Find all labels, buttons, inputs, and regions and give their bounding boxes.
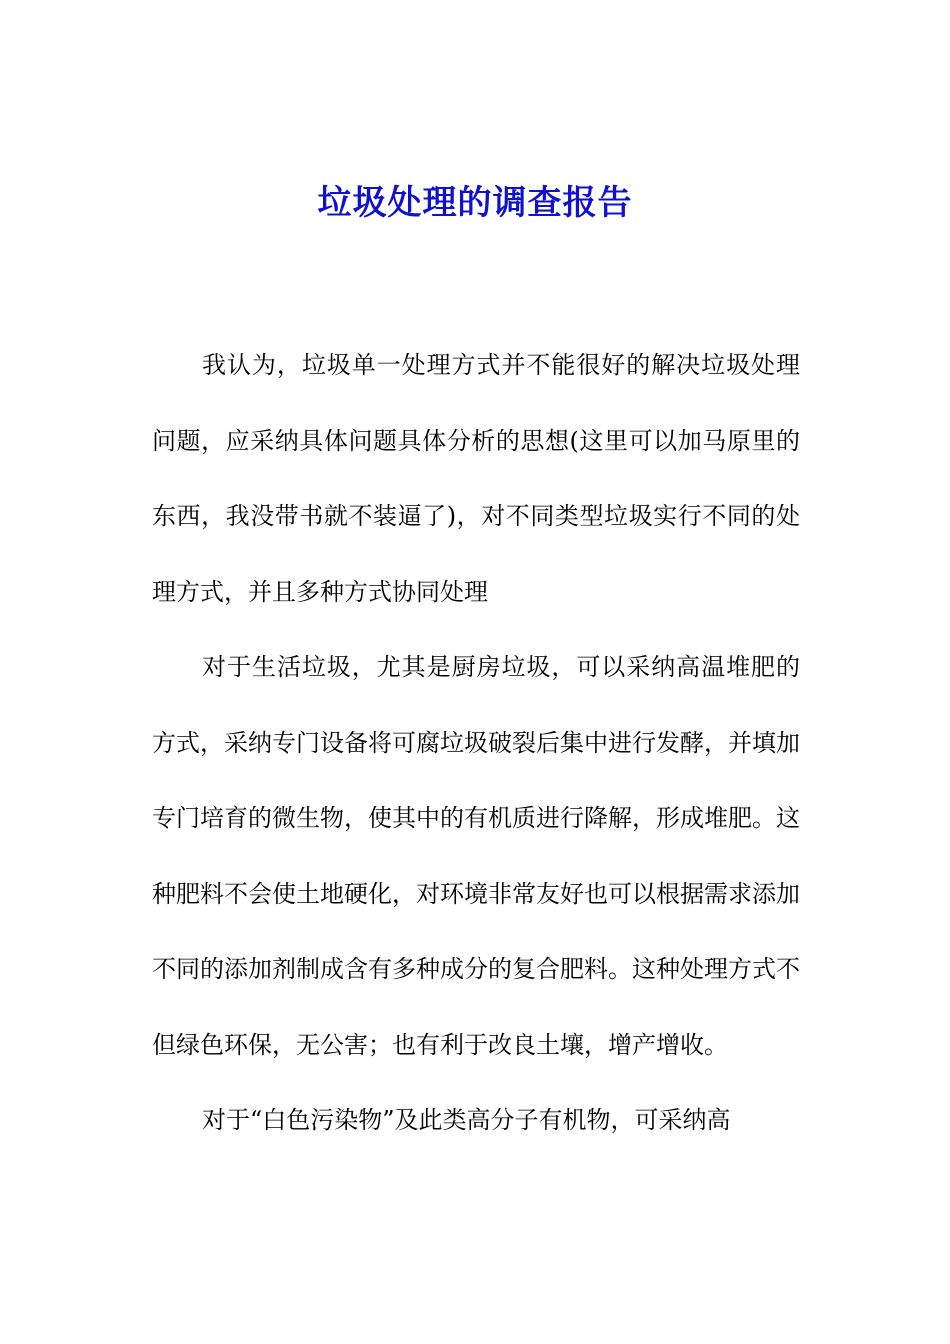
- document-title: 垃圾处理的调查报告: [317, 183, 633, 223]
- paragraph-3: 对于“白色污染物”及此类高分子有机物，可采纳高: [202, 1106, 731, 1134]
- document-body: [152, 328, 800, 1159]
- paragraph-1: 我认为，垃圾单一处理方式并不能很好的解决垃圾处理问题，应采纳具体问题具体分析的思想(这里可以加马原里的东西，我没带书就不装逼了)，对不同类型垃圾实行不同的处理方式，并且多种方式协同处理: [152, 351, 800, 606]
- paragraph-2: 对于生活垃圾，尤其是厨房垃圾，可以采纳高温堆肥的方式，采纳专门设备将可腐垃圾破裂后集中进行发酵，并填加专门培育的微生物，使其中的有机质进行降解，形成堆肥。这种肥料不会使土地硬化，对环境非常友好也可以根据需求添加不同的添加剂制成含有多种成分的复合肥料。这种处理方式不但绿色环保，无公害；也有利于改良土壤，增产增收。: [152, 653, 800, 1059]
